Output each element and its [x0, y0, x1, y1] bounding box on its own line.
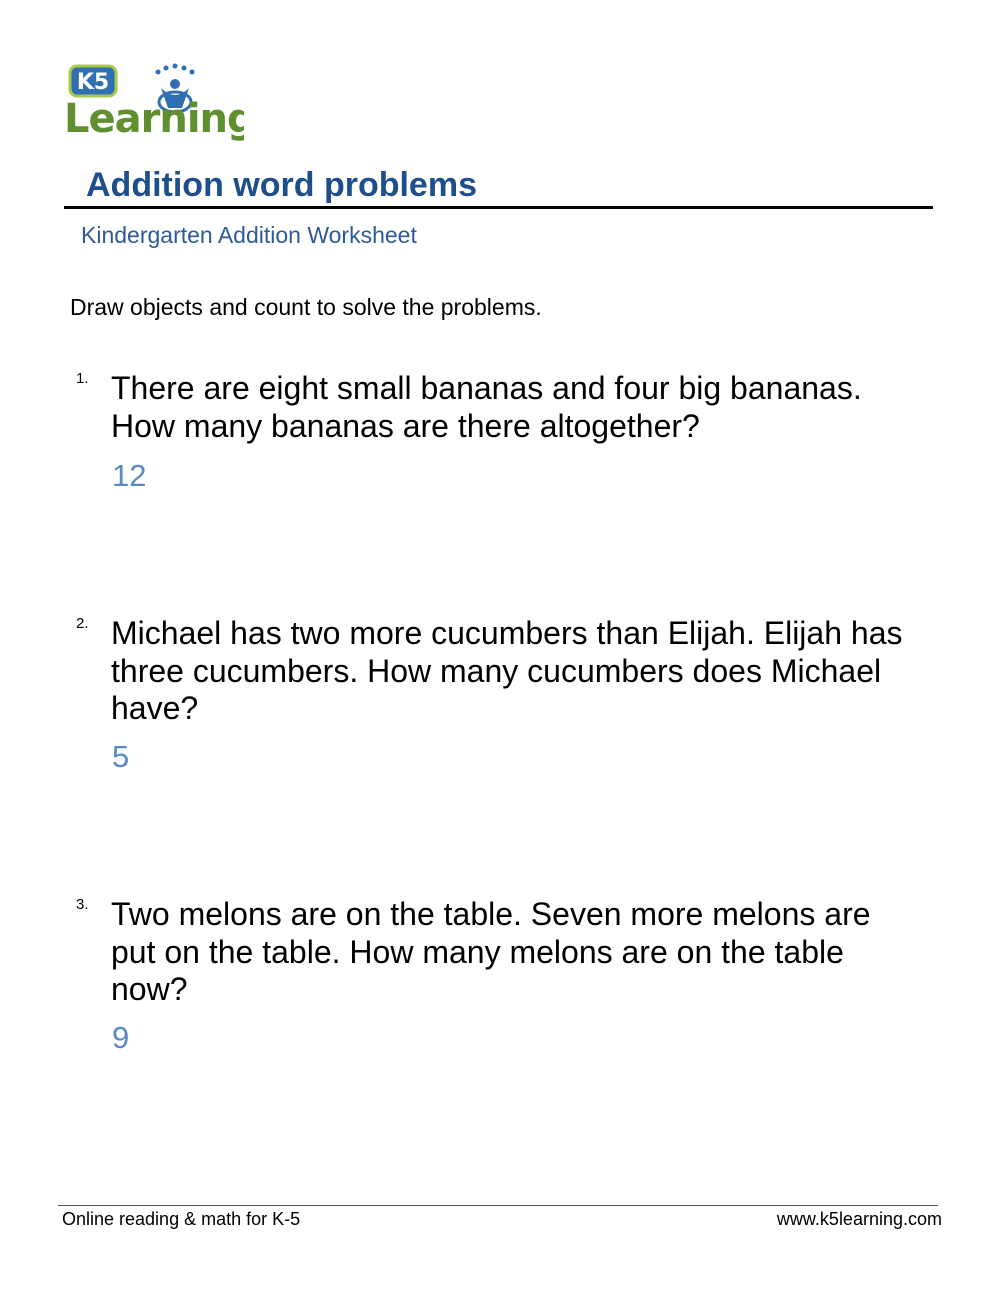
problem-text — [111, 896, 951, 1009]
instructions: Draw objects and count to solve the problems. — [70, 294, 542, 320]
problem-number: 1. — [76, 370, 89, 387]
worksheet-title: Addition word problems — [86, 166, 477, 204]
logo-wordmark: Learning — [64, 96, 244, 142]
problem-line: now? — [111, 971, 188, 1007]
k5-learning-logo — [62, 62, 244, 144]
worksheet-subtitle: Kindergarten Addition Worksheet — [81, 222, 417, 248]
problem-number: 2. — [76, 615, 89, 632]
problem-text — [111, 370, 951, 445]
answer: 9 — [112, 1020, 130, 1055]
problem-line: How many bananas are there altogether? — [111, 407, 700, 444]
footer-tagline: Online reading & math for K-5 — [62, 1209, 301, 1229]
footer-divider — [58, 1205, 938, 1206]
problem-line: Two melons are on the table. Seven more melons are — [111, 896, 871, 932]
problem-text — [111, 615, 951, 728]
answer: 5 — [112, 739, 130, 774]
logo-badge-text: K5 — [76, 70, 110, 95]
title-divider — [64, 206, 933, 209]
footer-url[interactable]: www.k5learning.com — [776, 1209, 942, 1229]
problem-line: There are eight small bananas and four big bananas. — [111, 370, 862, 406]
problem-line: Michael has two more cucumbers than Elijah. Elijah has — [111, 615, 903, 651]
problem-line: three cucumbers. How many cucumbers does Michael — [111, 652, 882, 689]
problem-number: 3. — [76, 896, 89, 913]
answer: 12 — [112, 458, 147, 493]
problem-line: put on the table. How many melons are on the table — [111, 933, 844, 970]
problem-line: have? — [111, 690, 199, 726]
